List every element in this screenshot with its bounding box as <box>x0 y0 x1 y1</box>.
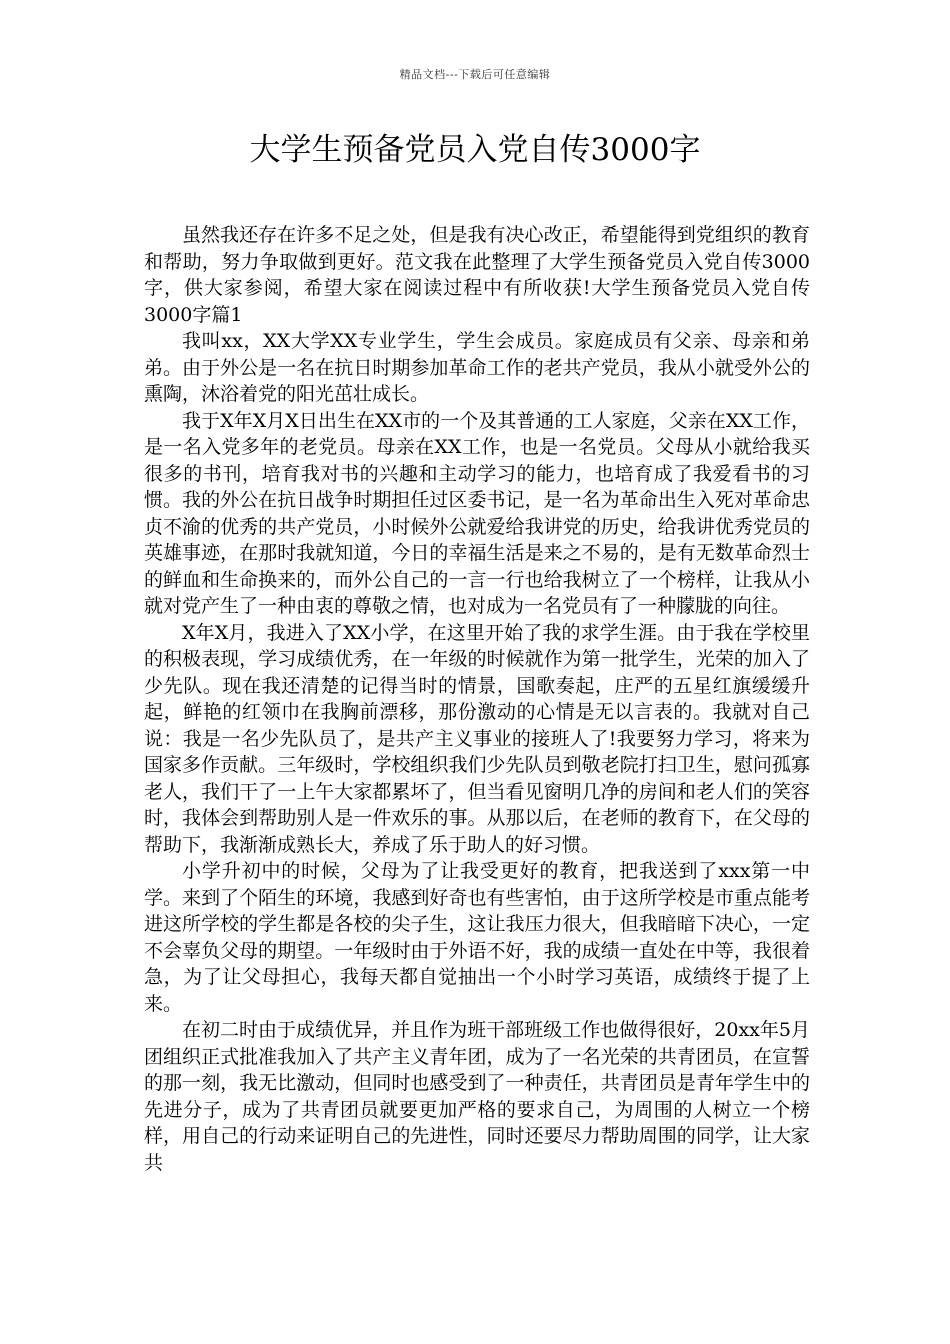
paragraph-youth-league: 在初二时由于成绩优异，并且作为班干部班级工作也做得很好，20xx年5月团组织正式批准我加入了共产主义青年团，成为了一名光荣的共青团员，在宣誓的那一刻，我无比激动，但同时也感受到了一种责任，共青团员是青年学生中的先进分子，成为了共青团员就要更加严格的要求自己，为周围的人树立一个榜样，用自己的行动来证明自己的先进性，同时还要尽力帮助周围的同学，让大家共 <box>144 1019 810 1174</box>
header-note: 精品文档---下载后可任意编辑 <box>399 68 551 81</box>
paragraph-self-introduction: 我叫xx，XX大学XX专业学生，学生会成员。家庭成员有父亲、母亲和弟弟。由于外公是一名在抗日时期参加革命工作的老共产党员，我从小就受外公的熏陶，沐浴着党的阳光茁壮成长。 <box>144 330 810 405</box>
paragraph-middle-school: 小学升初中的时候，父母为了让我受更好的教育，把我送到了xxx第一中学。来到了个陌生的环境，我感到好奇也有些害怕，由于这所学校是市重点能考进这所学校的学生都是各校的尖子生，这让我压力很大，但我暗暗下决心，一定不会辜负父母的期望。一年级时由于外语不好，我的成绩一直处在中等，我很着急，为了让父母担心，我每天都自觉抽出一个小时学习英语，成绩终于提了上来。 <box>144 860 810 1015</box>
paragraph-intro: 虽然我还存在许多不足之处，但是我有决心改正，希望能得到党组织的教育和帮助，努力争取做到更好。范文我在此整理了大学生预备党员入党自传3000字，供大家参阅，希望大家在阅读过程中有所收获!大学生预备党员入党自传3000字篇1 <box>144 224 810 326</box>
paragraph-primary-school: X年X月，我进入了XX小学，在这里开始了我的求学生涯。由于我在学校里的积极表现，学习成绩优秀，在一年级的时候就作为第一批学生，光荣的加入了少先队。现在我还清楚的记得当时的情景，国歌奏起，庄严的五星红旗缓缓升起，鲜艳的红领巾在我胸前漂移，那份激动的心情是无以言表的。我就对自己说：我是一名少先队员了，是共产主义事业的接班人了!我要努力学习，将来为国家多作贡献。三年级时，学校组织我们少先队员到敬老院打扫卫生，慰问孤寡老人，我们干了一上午大家都累坏了，但当看见窗明几净的房间和老人们的笑容时，我体会到帮助别人是一件欢乐的事。从那以后，在老师的教育下，在父母的帮助下，我渐渐成熟长大，养成了乐于助人的好习惯。 <box>144 621 810 856</box>
paragraph-family-background: 我于X年X月X日出生在XX市的一个及其普通的工人家庭，父亲在XX工作，是一名入党多年的老党员。母亲在XX工作，也是一名党员。父母从小就给我买很多的书刊，培育我对书的兴趣和主动学习的能力，也培育成了我爱看书的习惯。我的外公在抗日战争时期担任过区委书记，是一名为革命出生入死对革命忠贞不渝的优秀的共产党员，小时候外公就爱给我讲党的历史，给我讲优秀党员的英雄事迹，在那时我就知道，今日的幸福生活是来之不易的，是有无数革命烈士的鲜血和生命换来的，而外公自己的一言一行也给我树立了一个榜样，让我从小就对党产生了一种由衷的尊敬之情，也对成为一名党员有了一种朦胧的向往。 <box>144 409 810 617</box>
document-body <box>144 222 810 1176</box>
document-title: 大学生预备党员入党自传3000字 <box>249 132 701 168</box>
